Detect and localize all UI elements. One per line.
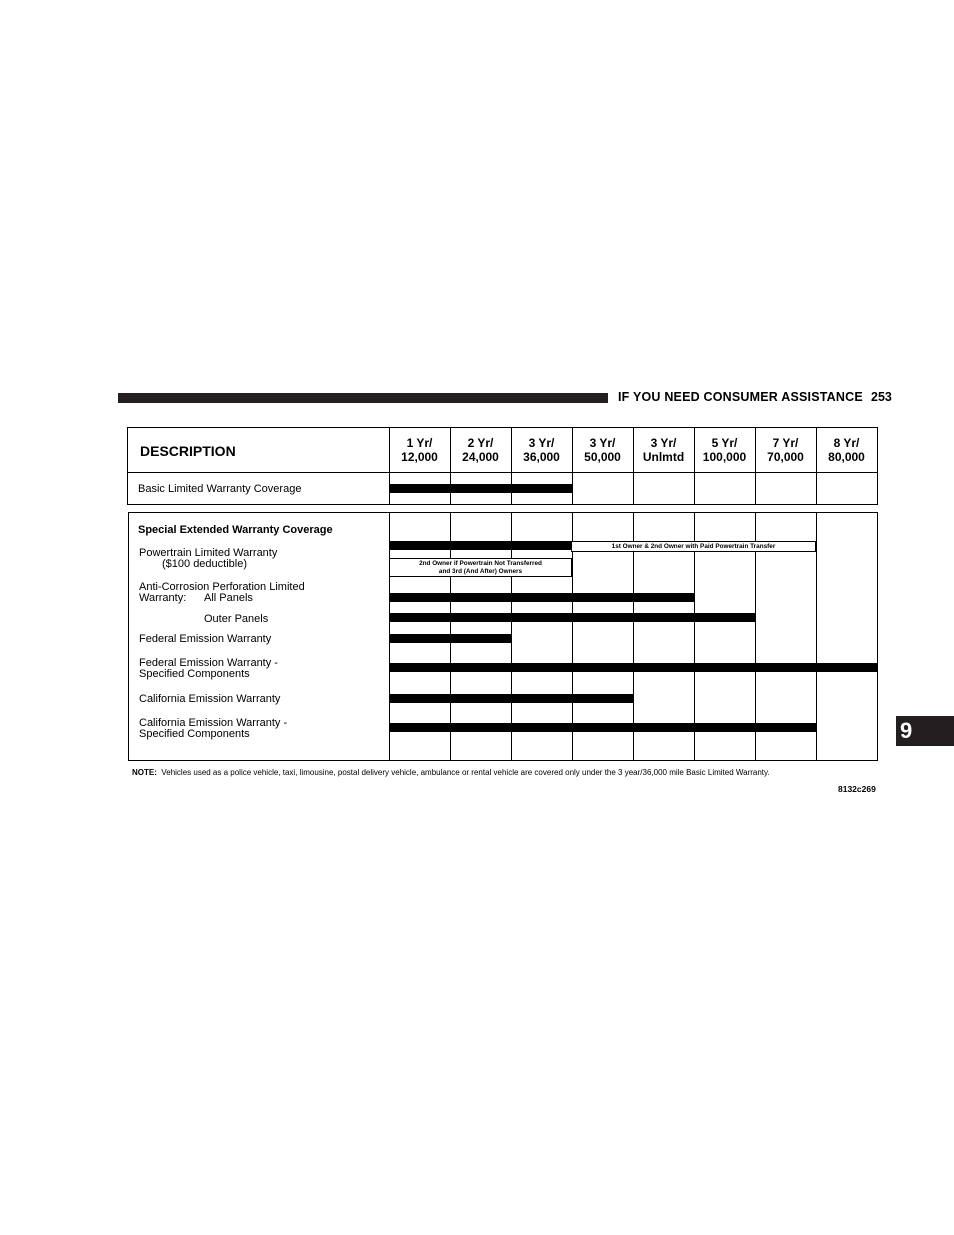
column-header (450, 437, 511, 464)
column-header (389, 437, 450, 464)
column-header-term: 3 Yr/ (650, 436, 677, 450)
column-header-term: 5 Yr/ (711, 436, 738, 450)
description-header: DESCRIPTION (140, 443, 236, 459)
federal-emission-specified-bar (389, 663, 878, 672)
california-emission-specified-bar (389, 723, 817, 732)
column-header-term: 2 Yr/ (467, 436, 494, 450)
all-panels-bar (389, 593, 695, 602)
column-header (572, 437, 633, 464)
header-divider (127, 472, 878, 473)
powertrain-limited-note-line2: and 3rd (And After) Owners (438, 567, 523, 575)
column-header-mileage: Unlmtd (642, 449, 685, 464)
column-header-term: 7 Yr/ (772, 436, 799, 450)
california-emission-specified-label: California Emission Warranty - (139, 717, 288, 729)
column-header (816, 437, 877, 464)
federal-emission-label: Federal Emission Warranty (139, 633, 272, 645)
powertrain-limited-note (389, 558, 572, 577)
page-number: 253 (871, 390, 892, 404)
column-header-term: 3 Yr/ (589, 436, 616, 450)
section-title: IF YOU NEED CONSUMER ASSISTANCE (618, 390, 863, 404)
chapter-tab[interactable]: 9 (896, 716, 954, 746)
powertrain-deductible-label: ($100 deductible) (162, 558, 248, 570)
powertrain-extended-note-text: 1st Owner & 2nd Owner with Paid Powertrain Transfer (611, 543, 776, 550)
outer-panels-label: Outer Panels (204, 613, 269, 625)
column-header (755, 437, 816, 464)
basic-warranty-label: Basic Limited Warranty Coverage (138, 483, 302, 495)
column-header (633, 437, 694, 464)
column-header-mileage: 80,000 (828, 449, 865, 464)
anti-corrosion-warranty-label: Warranty: (139, 592, 187, 604)
column-header-mileage: 70,000 (767, 449, 804, 464)
federal-emission-specified-label: Federal Emission Warranty - (139, 657, 278, 669)
footnote (132, 768, 770, 777)
california-emission-label: California Emission Warranty (139, 693, 281, 705)
column-header-term: 3 Yr/ (528, 436, 555, 450)
footnote-prefix: NOTE: (132, 768, 157, 777)
column-header (511, 437, 572, 464)
column-header-mileage: 12,000 (401, 449, 438, 464)
anti-corrosion-label: Anti-Corrosion Perforation Limited (139, 581, 305, 593)
all-panels-label: All Panels (204, 592, 253, 604)
outer-panels-bar (389, 613, 756, 622)
header-rule (118, 393, 608, 403)
column-header-mileage: 24,000 (462, 449, 499, 464)
federal-emission-specified-label-2: Specified Components (139, 668, 250, 680)
basic-warranty-bar (389, 484, 573, 493)
column-header-term: 8 Yr/ (833, 436, 860, 450)
california-emission-specified-label-2: Specified Components (139, 728, 250, 740)
powertrain-label: Powertrain Limited Warranty (139, 547, 278, 559)
powertrain-extended-note (571, 541, 816, 552)
figure-code: 8132c269 (838, 784, 876, 794)
column-header-mileage: 50,000 (584, 449, 621, 464)
powertrain-bar (389, 541, 573, 550)
footnote-text: Vehicles used as a police vehicle, taxi, limousine, postal delivery vehicle, ambulance or rental vehicle are covered only under the 3 year/36,000 mile Basic Limited Warranty. (161, 768, 770, 777)
federal-emission-bar (389, 634, 512, 643)
column-header-mileage: 36,000 (523, 449, 560, 464)
california-emission-bar (389, 694, 634, 703)
column-header-mileage: 100,000 (702, 449, 747, 464)
powertrain-limited-note-line1: 2nd Owner if Powertrain Not Transferred (419, 560, 542, 567)
column-header (694, 437, 755, 464)
special-section-label: Special Extended Warranty Coverage (138, 524, 333, 536)
column-header-term: 1 Yr/ (406, 436, 433, 450)
